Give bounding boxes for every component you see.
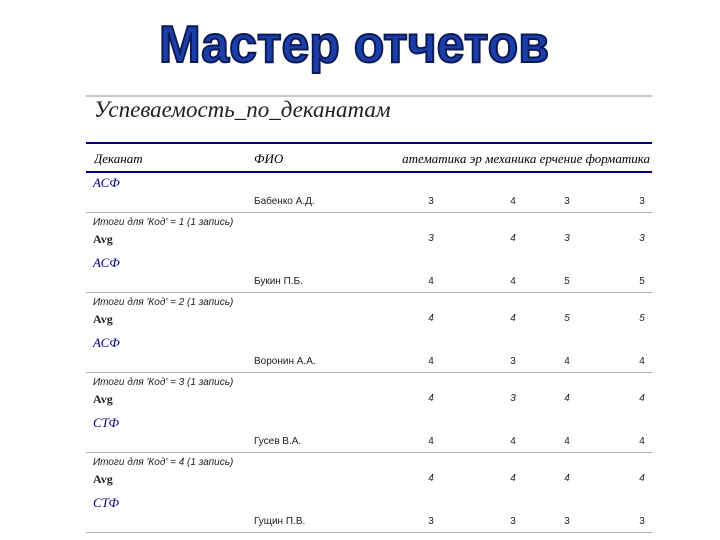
group-total-label: Итоги для 'Код' = 1 (1 запись)	[93, 217, 234, 228]
group-dekanat: АСФ	[93, 335, 120, 350]
group-divider	[86, 452, 652, 453]
group-divider	[86, 212, 652, 213]
avg-cell: 4	[510, 473, 516, 484]
avg-cell: 4	[639, 473, 645, 484]
report-group	[86, 335, 652, 415]
avg-cell: 4	[564, 393, 570, 404]
grade-cell: 4	[510, 276, 516, 287]
avg-label: Avg	[93, 312, 113, 326]
avg-cell: 4	[428, 473, 434, 484]
report-group	[86, 495, 652, 540]
grade-cell: 4	[510, 196, 516, 207]
report-group	[86, 255, 652, 335]
grade-cell: 3	[510, 356, 516, 367]
student-name: Гущин П.В.	[254, 516, 306, 527]
grade-cell: 4	[639, 356, 645, 367]
grade-cell: 4	[428, 356, 434, 367]
group-dekanat: АСФ	[93, 255, 120, 270]
column-header-subjects	[352, 151, 650, 167]
group-total-label: Итоги для 'Код' = 3 (1 запись)	[93, 377, 234, 388]
student-name: Гусев В.А.	[254, 436, 302, 447]
avg-label: Avg	[93, 392, 113, 406]
avg-cell: 4	[428, 313, 434, 324]
student-name: Букин П.Б.	[254, 276, 303, 287]
avg-cell: 4	[510, 233, 516, 244]
grade-cell: 4	[428, 436, 434, 447]
grade-cell: 4	[564, 356, 570, 367]
avg-cell: 3	[564, 233, 570, 244]
grade-cell: 3	[564, 516, 570, 527]
student-name: Воронин А.А.	[254, 356, 316, 367]
grade-cell: 3	[428, 196, 434, 207]
avg-cell: 4	[510, 313, 516, 324]
report-title: Успеваемость_по_деканатам	[94, 97, 391, 122]
avg-cell: 3	[639, 233, 645, 244]
avg-label: Avg	[93, 472, 113, 486]
student-name: Бабенко А.Д.	[254, 196, 315, 207]
avg-label: Avg	[93, 232, 113, 246]
avg-cell: 3	[510, 393, 516, 404]
grade-cell: 4	[510, 436, 516, 447]
grade-cell: 4	[564, 436, 570, 447]
slide-title-text: Мастер отчетов	[159, 16, 549, 74]
grade-cell: 3	[564, 196, 570, 207]
group-total-label: Итоги для 'Код' = 4 (1 запись)	[93, 457, 234, 468]
avg-cell: 5	[564, 313, 570, 324]
grade-cell: 3	[428, 516, 434, 527]
header-divider-bottom	[86, 171, 652, 173]
avg-cell: 4	[564, 473, 570, 484]
avg-cell: 5	[639, 313, 645, 324]
column-header-fio: ФИО	[254, 151, 284, 166]
group-divider	[86, 372, 652, 373]
report-group	[86, 175, 652, 255]
grade-cell: 4	[428, 276, 434, 287]
grade-cell: 3	[510, 516, 516, 527]
column-header-dekanat: Деканат	[94, 151, 143, 166]
avg-cell: 3	[428, 233, 434, 244]
slide-title	[0, 6, 720, 76]
group-dekanat: АСФ	[93, 175, 120, 190]
grade-cell: 4	[639, 436, 645, 447]
group-dekanat: СТФ	[93, 415, 120, 430]
report-group	[86, 415, 652, 495]
grade-cell: 3	[639, 516, 645, 527]
group-divider	[86, 292, 652, 293]
group-dekanat: СТФ	[93, 495, 120, 510]
group-divider	[86, 532, 652, 533]
grade-cell: 3	[639, 196, 645, 207]
column-header-subjects-text: атематика эр механика ерчение форматика	[402, 151, 650, 166]
report-preview	[86, 93, 652, 540]
grade-cell: 5	[564, 276, 570, 287]
avg-cell: 4	[639, 393, 645, 404]
grade-cell: 5	[639, 276, 645, 287]
header-divider-top	[86, 142, 652, 144]
avg-cell: 4	[428, 393, 434, 404]
group-total-label: Итоги для 'Код' = 2 (1 запись)	[93, 297, 234, 308]
